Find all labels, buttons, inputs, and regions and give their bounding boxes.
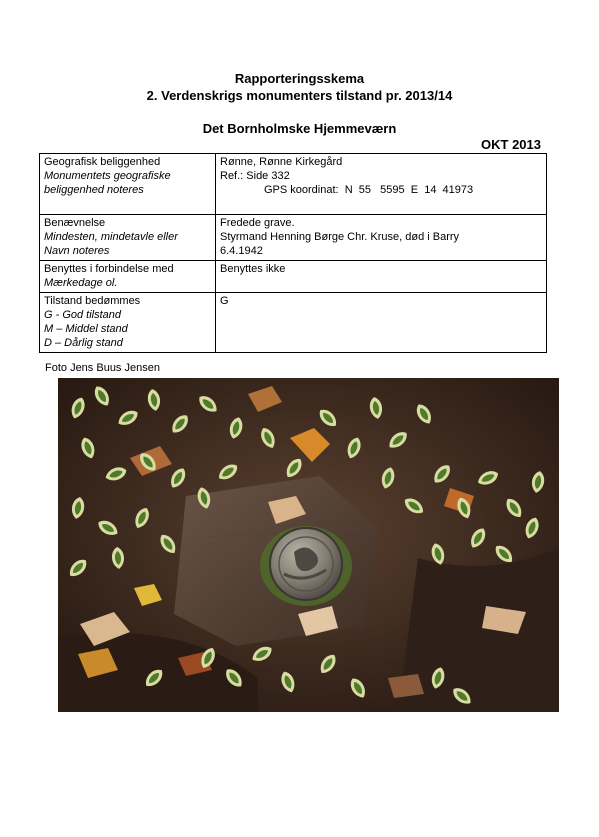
condition-note-3: D – Dårlig stand: [44, 337, 123, 349]
usage-label-cell: [40, 261, 216, 293]
condition-value-1: G: [220, 295, 229, 307]
condition-note-1: G - God tilstand: [44, 309, 122, 321]
location-label-cell: [40, 154, 216, 215]
memorial-photo: [58, 378, 559, 712]
organization-name: Det Bornholmske Hjemmeværn: [202, 121, 397, 136]
name-value-1: Fredede grave.: [220, 217, 295, 229]
form-subtitle: 2. Verdenskrigs monumenters tilstand pr. 2013/14: [146, 88, 453, 103]
form-title: Rapporteringsskema: [234, 71, 365, 86]
table-row-name: [40, 215, 547, 261]
name-value-3: 6.4.1942: [220, 245, 263, 257]
condition-value-cell: [216, 293, 547, 353]
gps-coordinates: GPS koordinat: N 55 5595 E 14 41973: [264, 184, 474, 196]
usage-value-1: Benyttes ikke: [220, 263, 286, 275]
name-note-2: Navn noteres: [44, 245, 110, 257]
name-note-1: Mindesten, mindetavle eller: [44, 231, 178, 243]
name-value-2: Styrmand Henning Børge Chr. Kruse, død i Barry: [220, 231, 460, 243]
condition-label: Tilstand bedømmes: [44, 295, 141, 307]
table-row-condition: [40, 293, 547, 353]
photo-caption: Foto Jens Buus Jensen: [45, 362, 160, 374]
location-value-1: Rønne, Rønne Kirkegård: [220, 156, 343, 168]
location-value-cell: [216, 154, 547, 215]
report-table: [39, 153, 547, 353]
name-label: Benævnelse: [44, 217, 106, 229]
location-label: Geografisk beliggenhed: [44, 156, 161, 168]
report-date: OKT 2013: [481, 137, 541, 152]
name-value-cell: [216, 215, 547, 261]
usage-label: Benyttes i forbindelse med: [44, 263, 174, 275]
location-note-1: Monumentets geografiske: [44, 170, 171, 182]
condition-label-cell: [40, 293, 216, 353]
location-note-2: beliggenhed noteres: [44, 184, 144, 196]
usage-value-cell: [216, 261, 547, 293]
location-value-2: Ref.: Side 332: [220, 170, 290, 182]
name-label-cell: [40, 215, 216, 261]
condition-note-2: M – Middel stand: [44, 323, 128, 335]
usage-note-1: Mærkedage ol.: [44, 277, 118, 289]
table-row-usage: [40, 261, 547, 293]
table-row-location: [40, 154, 547, 215]
